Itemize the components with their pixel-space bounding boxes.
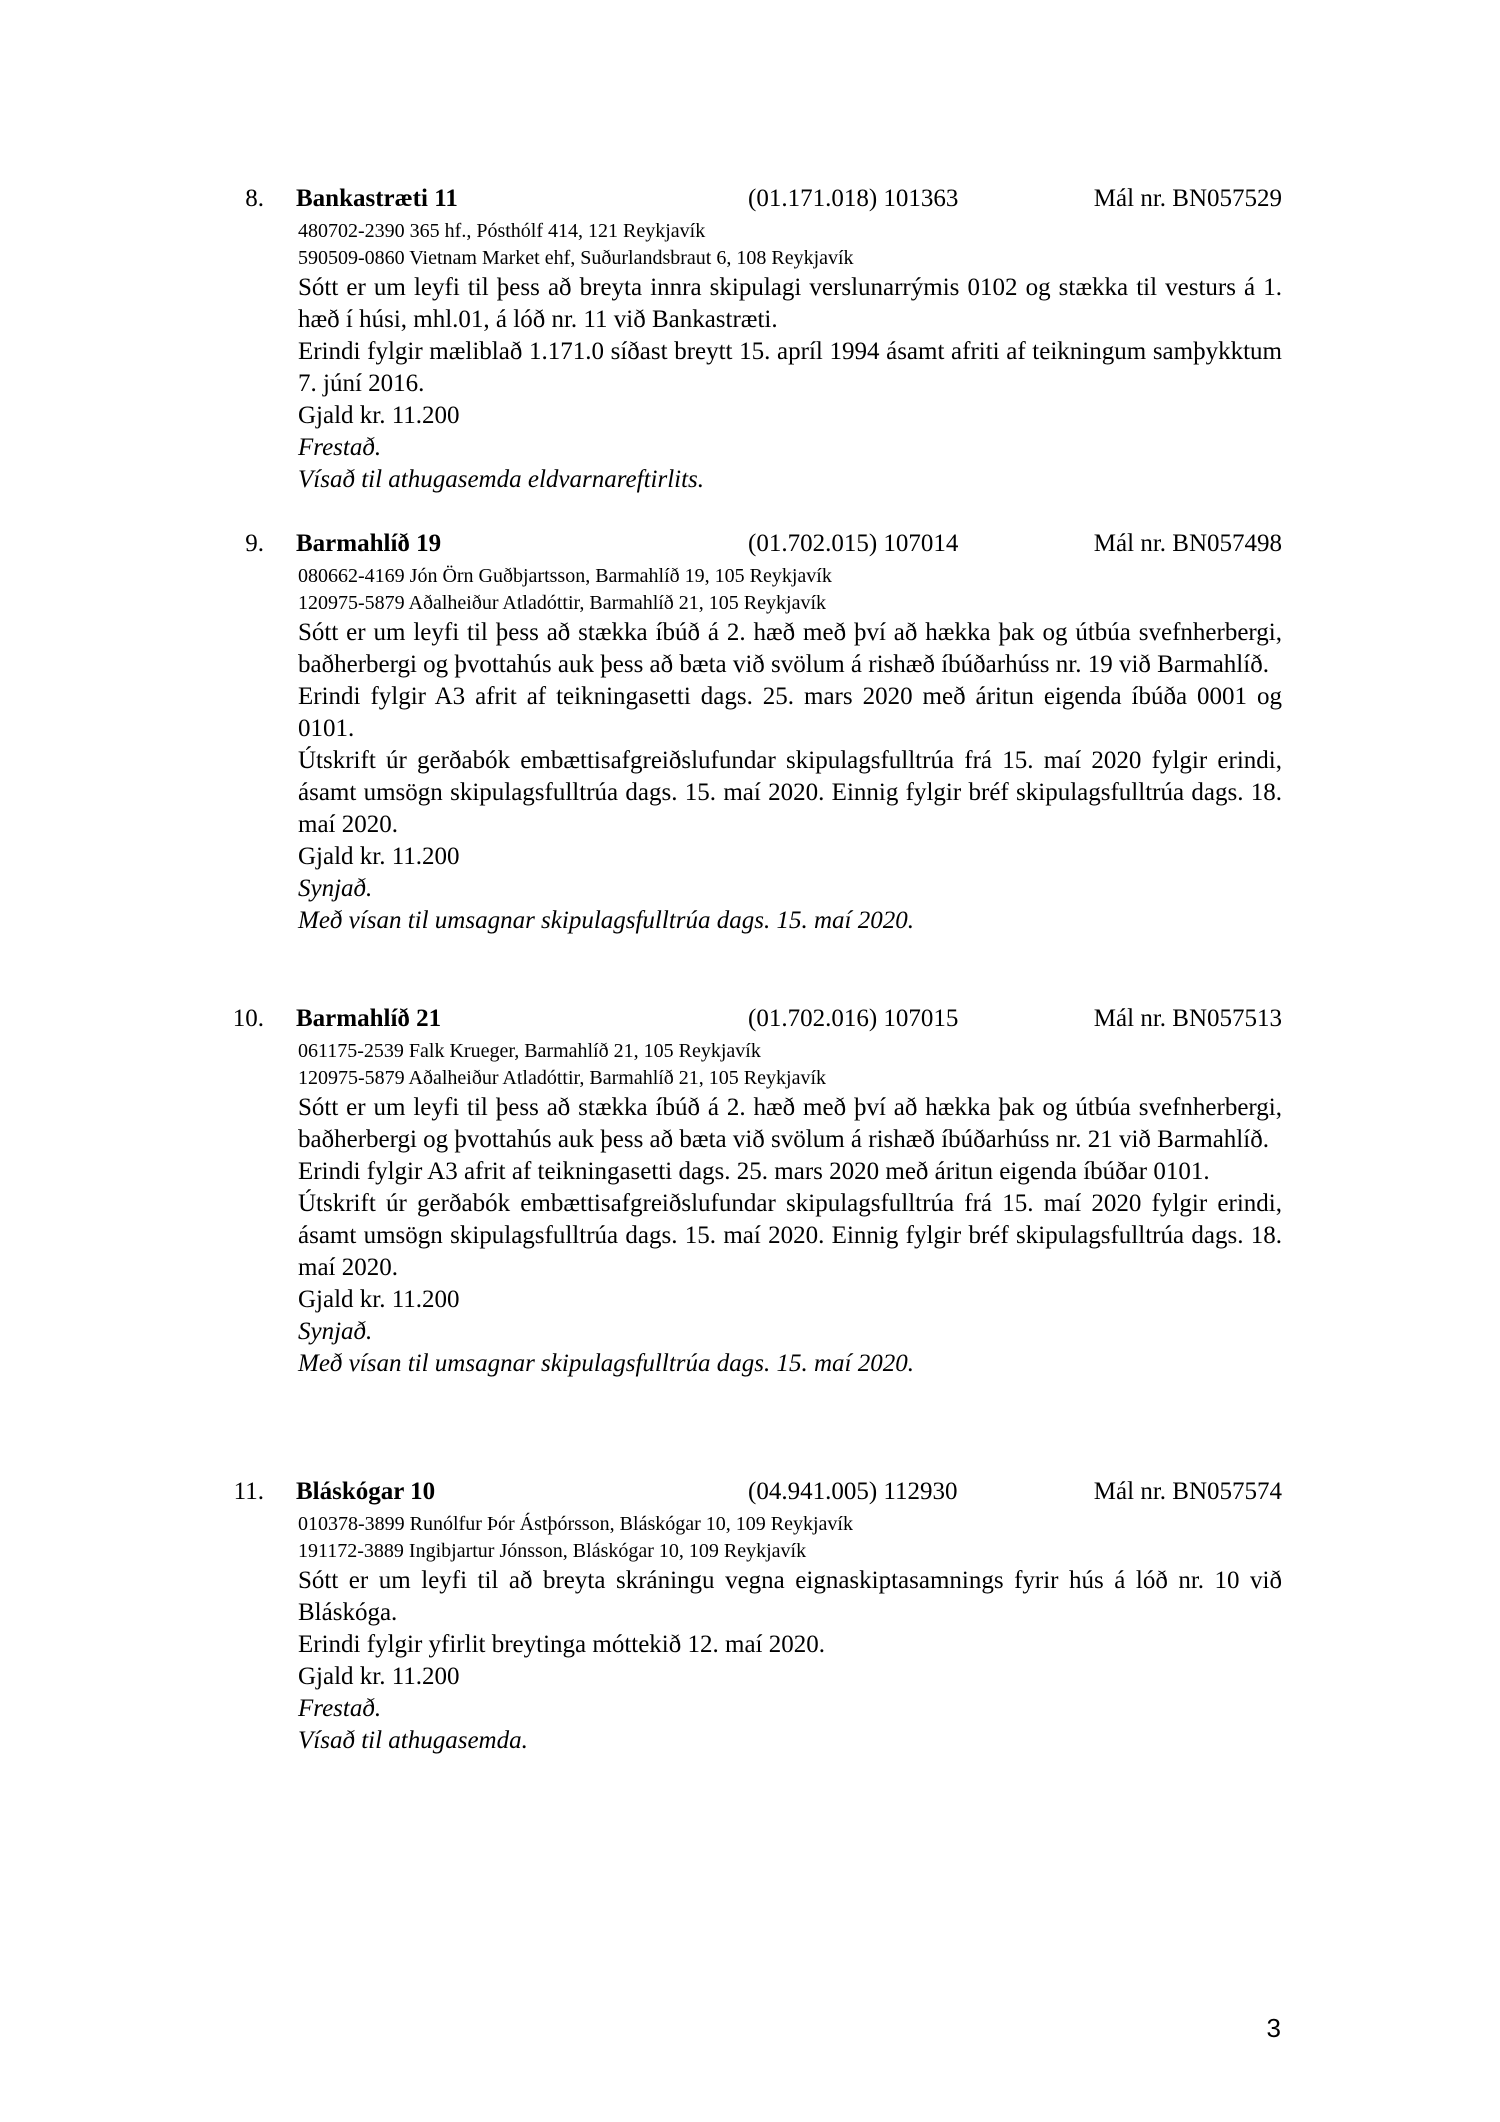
case-item [0,180,1500,496]
description-paragraph: Sótt er um leyfi til þess að stækka íbúð á 2. hæð með því að hækka þak og útbúa svefnherbergi, baðherbergi og þvottahús auk þess að bæta við svölum á rishæð íbúðarhúss nr. 19 við Barmahlíð. [298,619,1282,678]
attachment-paragraph: Erindi fylgir A3 afrit af teikningasetti dags. 25. mars 2020 með áritun eigenda íbúðar 0101. [298,1158,1210,1185]
description-paragraph: Sótt er um leyfi til að breyta skráningu vegna eignaskiptasamnings fyrir hús á lóð nr. 10 við Bláskóga. [298,1567,1282,1626]
case-body [298,563,1282,937]
applicant-line: 080662-4169 Jón Örn Guðbjartsson, Barmahlíð 19, 105 Reykjavík [298,565,832,587]
case-body [298,218,1282,496]
decision: Frestað. [298,1695,382,1722]
case-header [0,1473,1500,1511]
description-paragraph: Sótt er um leyfi til þess að breyta innra skipulagi verslunarrýmis 0102 og stækka til vesturs á 1. hæð í húsi, mhl.01, á lóð nr. 11 við Bankastræti. [298,274,1282,333]
land-registry-ref: (01.702.015) 107014 [748,530,959,557]
decision-note: Vísað til athugasemda eldvarnareftirlits. [298,466,705,493]
attachment-paragraph: Erindi fylgir yfirlit breytinga móttekið 12. maí 2020. [298,1631,825,1658]
attachment-paragraph: Erindi fylgir mæliblað 1.171.0 síðast breytt 15. apríl 1994 ásamt afriti af teikningum samþykktum 7. júní 2016. [298,338,1282,397]
decision-note: Vísað til athugasemda. [298,1727,528,1754]
applicant-line: 191172-3889 Ingibjartur Jónsson, Bláskógar 10, 109 Reykjavík [298,1540,807,1562]
minutes-paragraph: Útskrift úr gerðabók embættisafgreiðslufundar skipulagsfulltrúa frá 15. maí 2020 fylgir erindi, ásamt umsögn skipulagsfulltrúa dags. 15. maí 2020. Einnig fylgir bréf skipulagsfulltrúa dags. 18. maí 2020. [298,1190,1282,1281]
applicant-line: 061175-2539 Falk Krueger, Barmahlíð 21, 105 Reykjavík [298,1040,761,1062]
applicant-line: 010378-3899 Runólfur Þór Ástþórsson, Bláskógar 10, 109 Reykjavík [298,1513,853,1535]
decision: Frestað. [298,434,382,461]
case-number: Mál nr. BN057529 [1093,185,1282,212]
case-item [0,1000,1500,1380]
case-number: Mál nr. BN057498 [1093,530,1282,557]
description-paragraph: Sótt er um leyfi til þess að stækka íbúð á 2. hæð með því að hækka þak og útbúa svefnherbergi, baðherbergi og þvottahús auk þess að bæta við svölum á rishæð íbúðarhúss nr. 21 við Barmahlíð. [298,1094,1282,1153]
case-header [0,1000,1500,1038]
case-item [0,525,1500,937]
item-number: 11. [233,1478,264,1505]
applicant-line: 480702-2390 365 hf., Pósthólf 414, 121 Reykjavík [298,220,706,242]
property-address: Bláskógar 10 [296,1478,436,1505]
fee-line: Gjald kr. 11.200 [298,843,460,870]
minutes-paragraph: Útskrift úr gerðabók embættisafgreiðslufundar skipulagsfulltrúa frá 15. maí 2020 fylgir erindi, ásamt umsögn skipulagsfulltrúa dags. 15. maí 2020. Einnig fylgir bréf skipulagsfulltrúa dags. 18. maí 2020. [298,747,1282,838]
item-number: 8. [245,185,264,212]
fee-line: Gjald kr. 11.200 [298,402,460,429]
decision-note: Með vísan til umsagnar skipulagsfulltrúa dags. 15. maí 2020. [298,1350,914,1377]
case-number: Mál nr. BN057513 [1093,1005,1282,1032]
decision: Synjað. [298,875,373,902]
case-body [298,1511,1282,1757]
case-number: Mál nr. BN057574 [1093,1478,1282,1505]
applicant-line: 120975-5879 Aðalheiður Atladóttir, Barmahlíð 21, 105 Reykjavík [298,1067,827,1089]
decision-note: Með vísan til umsagnar skipulagsfulltrúa dags. 15. maí 2020. [298,907,914,934]
case-header [0,180,1500,218]
item-number: 10. [232,1005,264,1032]
land-registry-ref: (01.702.016) 107015 [748,1005,959,1032]
case-header [0,525,1500,563]
applicant-line: 590509-0860 Vietnam Market ehf, Suðurlandsbraut 6, 108 Reykjavík [298,247,854,269]
fee-line: Gjald kr. 11.200 [298,1286,460,1313]
decision: Synjað. [298,1318,373,1345]
case-body [298,1038,1282,1380]
applicant-line: 120975-5879 Aðalheiður Atladóttir, Barmahlíð 21, 105 Reykjavík [298,592,827,614]
land-registry-ref: (01.171.018) 101363 [748,185,959,212]
fee-line: Gjald kr. 11.200 [298,1663,460,1690]
case-item [0,1473,1500,1757]
property-address: Barmahlíð 19 [296,530,442,557]
item-number: 9. [245,530,264,557]
attachment-paragraph: Erindi fylgir A3 afrit af teikningasetti dags. 25. mars 2020 með áritun eigenda íbúða 0001 og 0101. [298,683,1282,742]
property-address: Bankastræti 11 [296,185,458,212]
land-registry-ref: (04.941.005) 112930 [748,1478,958,1505]
property-address: Barmahlíð 21 [296,1005,442,1032]
page-number: 3 [1266,2013,1281,2043]
